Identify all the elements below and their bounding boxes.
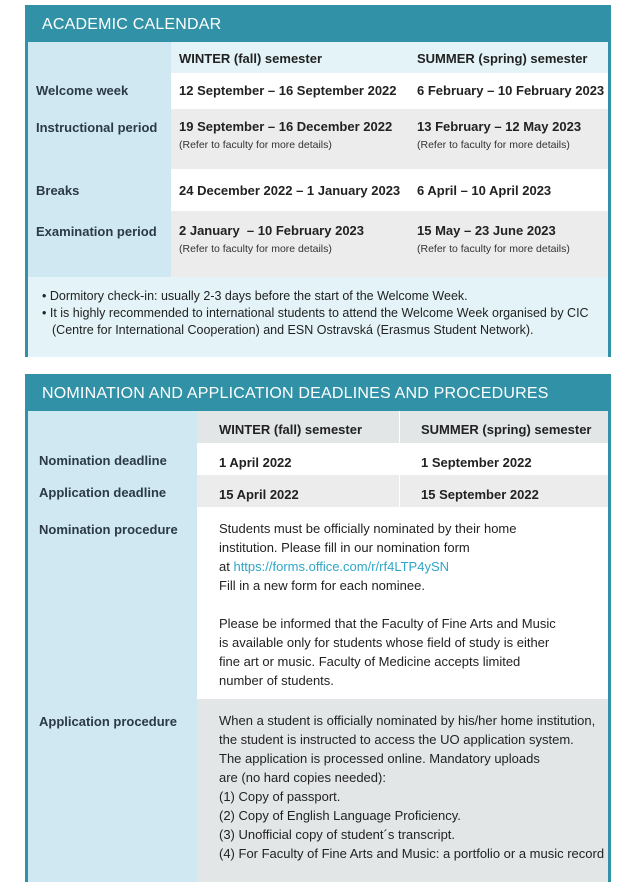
deadlines-title: NOMINATION AND APPLICATION DEADLINES AND PROCEDURES [28, 377, 608, 411]
nomination-form-link[interactable]: https://forms.office.com/r/rf4LTP4ySN [233, 559, 449, 574]
table-row: Nomination deadline 1 April 2022 1 September 2022 [28, 443, 608, 475]
table-row: Nomination procedure Students must be officially nominated by their home institution. Please fill in our nomination form at https://forms.office.com/r/rf4LTP4ySN Fill in a new form for each nominee. Please be informed that the Faculty of Fine Arts and Music is available only for students whose field of study is either fine art or music. Faculty of Medicine accepts limited number of students. [28, 507, 608, 699]
deadlines-winter-header: WINTER (fall) semester [219, 422, 363, 437]
deadlines-section [25, 374, 611, 882]
table-row: Welcome week 12 September – 16 September 2022 6 February – 10 February 2023 [28, 73, 608, 109]
table-row: Examination period 2 January – 10 February 2023 (Refer to faculty for more details) 15 May – 23 June 2023 (Refer to faculty for more details) [28, 211, 608, 277]
calendar-header-row [28, 42, 608, 73]
deadlines-header-row [28, 411, 608, 443]
table-row: Breaks 24 December 2022 – 1 January 2023 6 April – 10 April 2023 [28, 169, 608, 211]
academic-calendar-title: ACADEMIC CALENDAR [28, 8, 608, 42]
academic-calendar-section [25, 5, 611, 357]
note-item: • It is highly recommended to international students to attend the Welcome Week organised by CIC (Centre for International Cooperation) and ESN Ostravská (Erasmus Student Network). [42, 306, 589, 337]
calendar-notes [28, 277, 608, 357]
table-row: Application deadline 15 April 2022 15 September 2022 [28, 475, 608, 507]
deadlines-summer-header: SUMMER (spring) semester [421, 422, 592, 437]
table-row: Instructional period 19 September – 16 December 2022 (Refer to faculty for more details) 13 February – 12 May 2023 (Refer to faculty for more details) [28, 109, 608, 169]
table-row: Application procedure When a student is officially nominated by his/her home institution, the student is instructed to access the UO application system. The application is processed online. Mandatory uploads are (no hard copies needed): (1) Copy of passport. (2) Copy of English Language Proficiency. (3) Unofficial copy of student´s transcript. (4) For Faculty of Fine Arts and Music: a portfolio or a music record [28, 699, 608, 882]
note-item: • Dormitory check-in: usually 2-3 days before the start of the Welcome Week. [42, 289, 468, 303]
calendar-summer-header: SUMMER (spring) semester [417, 51, 588, 66]
calendar-winter-header: WINTER (fall) semester [179, 51, 323, 66]
